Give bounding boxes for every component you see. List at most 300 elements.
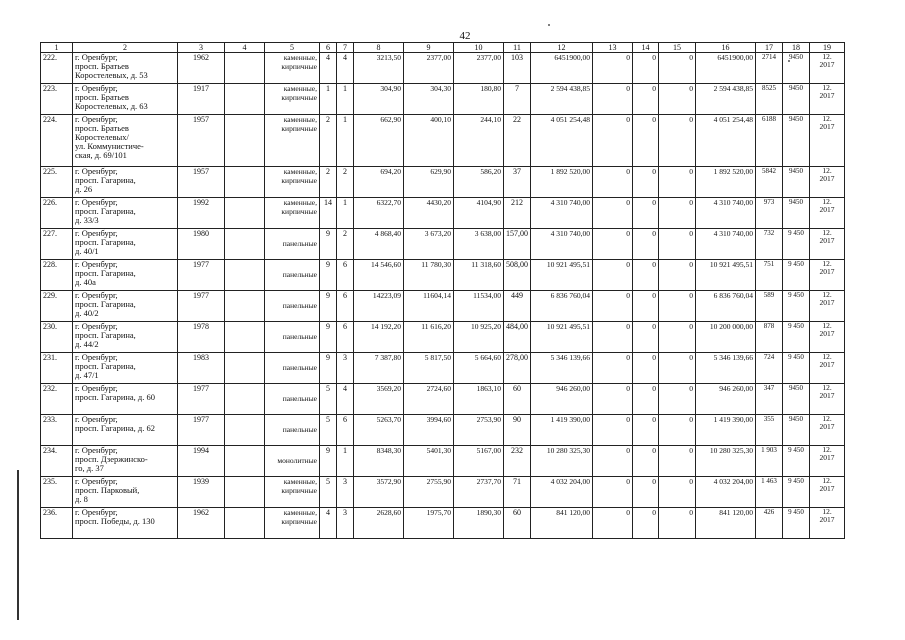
entrances-cell: 3 <box>337 353 354 384</box>
floors-cell: 2 <box>320 115 337 167</box>
registry-body <box>41 53 845 539</box>
address-cell-line: г. Оренбург, <box>75 321 118 331</box>
col14-cell: 0 <box>633 84 659 115</box>
address-cell-line: Коростелевых, д. 63 <box>75 101 148 111</box>
address-cell-line: г. Оренбург, <box>75 290 118 300</box>
limit-cost-cell: 9450 <box>783 198 810 229</box>
col14-cell: 0 <box>633 291 659 322</box>
residents-cell: 484,00 <box>504 322 531 353</box>
limit-cost-cell: 9 450 <box>783 508 810 539</box>
deadline-cell-line: 12. <box>822 445 832 454</box>
floors-cell: 5 <box>320 384 337 415</box>
limit-cost-cell: 9450 <box>783 84 810 115</box>
address-cell-line: г. Оренбург, <box>75 52 118 62</box>
limit-cost-cell: 9450 <box>783 167 810 198</box>
living-area-cell: 1975,70 <box>404 508 454 539</box>
cost-cell: 6451900,00 <box>531 53 593 84</box>
residential-area-cell: 10 925,20 <box>454 322 504 353</box>
col15-cell: 0 <box>659 415 696 446</box>
address-cell-line: Коростелевых/ <box>75 132 129 142</box>
col13-cell: 0 <box>593 446 633 477</box>
address-cell-line: просп. Парковый, <box>75 485 140 495</box>
year-built-cell: 1994 <box>178 446 225 477</box>
table-row <box>41 229 845 260</box>
entrances-cell: 3 <box>337 477 354 508</box>
col15-cell: 0 <box>659 167 696 198</box>
col-header: 4 <box>225 43 265 53</box>
address-cell-line: ул. Коммунистиче- <box>75 141 144 151</box>
cost-cell: 2 594 438,85 <box>531 84 593 115</box>
col14-cell: 0 <box>633 353 659 384</box>
residents-cell: 103 <box>504 53 531 84</box>
total-cost-cell: 1 419 390,00 <box>696 415 756 446</box>
deadline-cell <box>810 446 845 477</box>
col13-cell: 0 <box>593 415 633 446</box>
unit-cost-cell: 1 463 <box>756 477 783 508</box>
wall-material-cell <box>265 260 320 291</box>
floors-cell: 5 <box>320 477 337 508</box>
address-cell-line: д. 47/1 <box>75 370 99 380</box>
row-number: 226. <box>41 198 73 229</box>
wall-material-cell-line: панельные <box>282 332 317 341</box>
total-area-cell: 8348,30 <box>354 446 404 477</box>
wall-material-cell <box>265 291 320 322</box>
col4-cell <box>225 508 265 539</box>
floors-cell: 14 <box>320 198 337 229</box>
row-number: 227. <box>41 229 73 260</box>
total-cost-cell: 4 310 740,00 <box>696 229 756 260</box>
row-number: 225. <box>41 167 73 198</box>
total-area-cell: 14 546,60 <box>354 260 404 291</box>
col14-cell: 0 <box>633 115 659 167</box>
wall-material-cell-line: кирпичные <box>281 207 317 216</box>
deadline-cell <box>810 353 845 384</box>
wall-material-cell-line: каменные, <box>283 115 317 124</box>
deadline-cell <box>810 53 845 84</box>
floors-cell: 9 <box>320 446 337 477</box>
unit-cost-cell: 2714 <box>756 53 783 84</box>
col4-cell <box>225 446 265 477</box>
address-cell-line: г. Оренбург, <box>75 259 118 269</box>
cost-cell: 4 310 740,00 <box>531 198 593 229</box>
limit-cost-cell: 9 450 <box>783 291 810 322</box>
col14-cell: 0 <box>633 415 659 446</box>
housing-registry-table <box>40 42 845 539</box>
cost-cell: 10 921 495,51 <box>531 322 593 353</box>
col13-cell: 0 <box>593 115 633 167</box>
col-header: 6 <box>320 43 337 53</box>
year-built-cell: 1983 <box>178 353 225 384</box>
limit-cost-cell: 9450 <box>783 384 810 415</box>
wall-material-cell <box>265 115 320 167</box>
wall-material-cell-line: каменные, <box>283 84 317 93</box>
entrances-cell: 1 <box>337 115 354 167</box>
col15-cell: 0 <box>659 198 696 229</box>
residents-cell: 212 <box>504 198 531 229</box>
deadline-cell-line: 2017 <box>819 174 835 183</box>
table-row <box>41 353 845 384</box>
total-cost-cell: 4 051 254,48 <box>696 115 756 167</box>
cost-cell: 1 419 390,00 <box>531 415 593 446</box>
living-area-cell: 400,10 <box>404 115 454 167</box>
wall-material-cell-line: монолитные <box>277 456 317 465</box>
year-built-cell: 1978 <box>178 322 225 353</box>
deadline-cell-line: 12. <box>822 114 832 123</box>
residential-area-cell: 1863,10 <box>454 384 504 415</box>
col15-cell: 0 <box>659 477 696 508</box>
address-cell-line: просп. Гагарина, <box>75 299 136 309</box>
col-header: 11 <box>504 43 531 53</box>
deadline-cell-line: 2017 <box>819 391 835 400</box>
total-cost-cell: 4 310 740,00 <box>696 198 756 229</box>
deadline-cell <box>810 322 845 353</box>
address-cell-line: просп. Гагарина, д. 60 <box>75 392 156 402</box>
unit-cost-cell: 1 903 <box>756 446 783 477</box>
deadline-cell-line: 2017 <box>819 515 835 524</box>
deadline-cell-line: 2017 <box>819 453 835 462</box>
wall-material-cell-line: каменные, <box>283 198 317 207</box>
entrances-cell: 1 <box>337 198 354 229</box>
entrances-cell: 2 <box>337 167 354 198</box>
total-cost-cell: 841 120,00 <box>696 508 756 539</box>
col4-cell <box>225 115 265 167</box>
living-area-cell: 5401,30 <box>404 446 454 477</box>
wall-material-cell-line: каменные, <box>283 508 317 517</box>
col13-cell: 0 <box>593 260 633 291</box>
total-cost-cell: 1 892 520,00 <box>696 167 756 198</box>
address-cell-line: д. 26 <box>75 184 93 194</box>
table-row <box>41 291 845 322</box>
wall-material-cell <box>265 508 320 539</box>
row-number: 230. <box>41 322 73 353</box>
cost-cell: 10 280 325,30 <box>531 446 593 477</box>
deadline-cell <box>810 384 845 415</box>
wall-material-cell-line: кирпичные <box>281 176 317 185</box>
deadline-cell-line: 12. <box>822 352 832 361</box>
residents-cell: 22 <box>504 115 531 167</box>
floors-cell: 9 <box>320 291 337 322</box>
limit-cost-cell: 9 450 <box>783 260 810 291</box>
row-number: 224. <box>41 115 73 167</box>
limit-cost-cell: 9 450 <box>783 477 810 508</box>
wall-material-cell-line: каменные, <box>283 167 317 176</box>
row-number: 229. <box>41 291 73 322</box>
col4-cell <box>225 291 265 322</box>
col-header: 13 <box>593 43 633 53</box>
residents-cell: 37 <box>504 167 531 198</box>
deadline-cell-line: 12. <box>822 321 832 330</box>
col-header: 14 <box>633 43 659 53</box>
entrances-cell: 6 <box>337 291 354 322</box>
wall-material-cell <box>265 198 320 229</box>
limit-cost-cell: 9450 <box>783 53 810 84</box>
year-built-cell: 1962 <box>178 53 225 84</box>
col-header: 1 <box>41 43 73 53</box>
limit-cost-cell: 9450 <box>783 415 810 446</box>
col14-cell: 0 <box>633 322 659 353</box>
col13-cell: 0 <box>593 167 633 198</box>
col4-cell <box>225 477 265 508</box>
col14-cell: 0 <box>633 53 659 84</box>
wall-material-cell-line: панельные <box>282 363 317 372</box>
limit-cost-cell: 9 450 <box>783 229 810 260</box>
column-number-header-row <box>41 43 845 53</box>
wall-material-cell <box>265 229 320 260</box>
limit-cost-cell: 9 450 <box>783 446 810 477</box>
year-built-cell: 1977 <box>178 260 225 291</box>
table-row <box>41 508 845 539</box>
address-cell-line: просп. Гагарина, <box>75 237 136 247</box>
deadline-cell-line: 12. <box>822 166 832 175</box>
wall-material-cell <box>265 84 320 115</box>
deadline-cell-line: 2017 <box>819 360 835 369</box>
col14-cell: 0 <box>633 260 659 291</box>
living-area-cell: 629,90 <box>404 167 454 198</box>
unit-cost-cell: 878 <box>756 322 783 353</box>
address-cell <box>73 477 178 508</box>
col14-cell: 0 <box>633 198 659 229</box>
deadline-cell <box>810 415 845 446</box>
total-cost-cell: 5 346 139,66 <box>696 353 756 384</box>
deadline-cell-line: 2017 <box>819 205 835 214</box>
table-row <box>41 115 845 167</box>
table-row <box>41 167 845 198</box>
floors-cell: 4 <box>320 53 337 84</box>
residential-area-cell: 11534,00 <box>454 291 504 322</box>
deadline-cell-line: 12. <box>822 228 832 237</box>
table-row <box>41 53 845 84</box>
col13-cell: 0 <box>593 84 633 115</box>
total-cost-cell: 10 921 495,51 <box>696 260 756 291</box>
year-built-cell: 1977 <box>178 415 225 446</box>
residents-cell: 90 <box>504 415 531 446</box>
year-built-cell: 1962 <box>178 508 225 539</box>
living-area-cell: 2755,90 <box>404 477 454 508</box>
col-header: 2 <box>73 43 178 53</box>
entrances-cell: 6 <box>337 415 354 446</box>
col15-cell: 0 <box>659 291 696 322</box>
address-cell-line: д. 8 <box>75 494 88 504</box>
unit-cost-cell: 751 <box>756 260 783 291</box>
entrances-cell: 2 <box>337 229 354 260</box>
wall-material-cell-line: панельные <box>282 239 317 248</box>
total-area-cell: 14223,09 <box>354 291 404 322</box>
unit-cost-cell: 589 <box>756 291 783 322</box>
year-built-cell: 1992 <box>178 198 225 229</box>
total-cost-cell: 6451900,00 <box>696 53 756 84</box>
address-cell-line: г. Оренбург, <box>75 352 118 362</box>
col15-cell: 0 <box>659 229 696 260</box>
address-cell-line: д. 40а <box>75 277 96 287</box>
limit-cost-cell: 9 450 <box>783 353 810 384</box>
floors-cell: 1 <box>320 84 337 115</box>
residential-area-cell: 2753,90 <box>454 415 504 446</box>
wall-material-cell-line: панельные <box>282 270 317 279</box>
residents-cell: 157,00 <box>504 229 531 260</box>
entrances-cell: 4 <box>337 384 354 415</box>
deadline-cell-line: 2017 <box>819 329 835 338</box>
residents-cell: 60 <box>504 384 531 415</box>
year-built-cell: 1957 <box>178 167 225 198</box>
living-area-cell: 2724,60 <box>404 384 454 415</box>
total-cost-cell: 6 836 760,04 <box>696 291 756 322</box>
total-cost-cell: 10 200 000,00 <box>696 322 756 353</box>
entrances-cell: 6 <box>337 322 354 353</box>
address-cell-line: просп. Братьев <box>75 61 129 71</box>
limit-cost-cell: 9 450 <box>783 322 810 353</box>
residents-cell: 71 <box>504 477 531 508</box>
row-number: 228. <box>41 260 73 291</box>
address-cell <box>73 291 178 322</box>
cost-cell: 4 310 740,00 <box>531 229 593 260</box>
col-header: 18 <box>783 43 810 53</box>
col13-cell: 0 <box>593 508 633 539</box>
col14-cell: 0 <box>633 508 659 539</box>
address-cell-line: д. 44/2 <box>75 339 99 349</box>
col13-cell: 0 <box>593 384 633 415</box>
cost-cell: 1 892 520,00 <box>531 167 593 198</box>
residential-area-cell: 180,80 <box>454 84 504 115</box>
year-built-cell: 1977 <box>178 384 225 415</box>
address-cell-line: просп. Гагарина, <box>75 361 136 371</box>
deadline-cell-line: 2017 <box>819 60 835 69</box>
residents-cell: 508,00 <box>504 260 531 291</box>
cost-cell: 946 260,00 <box>531 384 593 415</box>
entrances-cell: 1 <box>337 446 354 477</box>
address-cell-line: г. Оренбург, <box>75 166 118 176</box>
address-cell <box>73 53 178 84</box>
address-cell-line: ская, д. 69/101 <box>75 150 127 160</box>
residents-cell: 232 <box>504 446 531 477</box>
deadline-cell <box>810 198 845 229</box>
address-cell <box>73 353 178 384</box>
total-area-cell: 5263,70 <box>354 415 404 446</box>
residents-cell: 278,00 <box>504 353 531 384</box>
col4-cell <box>225 353 265 384</box>
floors-cell: 9 <box>320 260 337 291</box>
deadline-cell <box>810 291 845 322</box>
total-area-cell: 3213,50 <box>354 53 404 84</box>
address-cell-line: просп. Победы, д. 130 <box>75 516 155 526</box>
address-cell-line: го, д. 37 <box>75 463 104 473</box>
unit-cost-cell: 724 <box>756 353 783 384</box>
wall-material-cell-line: панельные <box>282 425 317 434</box>
living-area-cell: 11 616,20 <box>404 322 454 353</box>
deadline-cell-line: 12. <box>822 52 832 61</box>
total-cost-cell: 4 032 204,00 <box>696 477 756 508</box>
address-cell-line: г. Оренбург, <box>75 228 118 238</box>
col15-cell: 0 <box>659 384 696 415</box>
residential-area-cell: 5167,00 <box>454 446 504 477</box>
col15-cell: 0 <box>659 446 696 477</box>
address-cell <box>73 115 178 167</box>
living-area-cell: 304,30 <box>404 84 454 115</box>
row-number: 236. <box>41 508 73 539</box>
table-row <box>41 384 845 415</box>
address-cell-line: г. Оренбург, <box>75 114 118 124</box>
col14-cell: 0 <box>633 446 659 477</box>
wall-material-cell-line: каменные, <box>283 477 317 486</box>
residential-area-cell: 2737,70 <box>454 477 504 508</box>
address-cell <box>73 167 178 198</box>
cost-cell: 10 921 495,51 <box>531 260 593 291</box>
deadline-cell-line: 2017 <box>819 122 835 131</box>
address-cell-line: г. Оренбург, <box>75 197 118 207</box>
row-number: 233. <box>41 415 73 446</box>
address-cell <box>73 84 178 115</box>
table-row <box>41 477 845 508</box>
col-header: 5 <box>265 43 320 53</box>
scan-speck <box>548 24 550 26</box>
deadline-cell-line: 12. <box>822 197 832 206</box>
deadline-cell-line: 12. <box>822 414 832 423</box>
address-cell-line: просп. Гагарина, д. 62 <box>75 423 156 433</box>
floors-cell: 9 <box>320 353 337 384</box>
deadline-cell <box>810 477 845 508</box>
residential-area-cell: 3 638,00 <box>454 229 504 260</box>
year-built-cell: 1977 <box>178 291 225 322</box>
deadline-cell <box>810 115 845 167</box>
col13-cell: 0 <box>593 198 633 229</box>
living-area-cell: 11604,14 <box>404 291 454 322</box>
address-cell-line: Коростелевых, д. 53 <box>75 70 148 80</box>
wall-material-cell-line: каменные, <box>283 53 317 62</box>
floors-cell: 4 <box>320 508 337 539</box>
col4-cell <box>225 229 265 260</box>
unit-cost-cell: 426 <box>756 508 783 539</box>
address-cell-line: просп. Гагарина, <box>75 206 136 216</box>
residents-cell: 7 <box>504 84 531 115</box>
total-area-cell: 662,90 <box>354 115 404 167</box>
unit-cost-cell: 8525 <box>756 84 783 115</box>
col4-cell <box>225 198 265 229</box>
table-row <box>41 260 845 291</box>
unit-cost-cell: 6188 <box>756 115 783 167</box>
address-cell-line: д. 40/2 <box>75 308 99 318</box>
row-number: 235. <box>41 477 73 508</box>
address-cell <box>73 508 178 539</box>
col4-cell <box>225 384 265 415</box>
entrances-cell: 3 <box>337 508 354 539</box>
cost-cell: 6 836 760,04 <box>531 291 593 322</box>
col4-cell <box>225 260 265 291</box>
col15-cell: 0 <box>659 322 696 353</box>
entrances-cell: 6 <box>337 260 354 291</box>
floors-cell: 5 <box>320 415 337 446</box>
address-cell-line: д. 33/3 <box>75 215 99 225</box>
unit-cost-cell: 973 <box>756 198 783 229</box>
cost-cell: 841 120,00 <box>531 508 593 539</box>
entrances-cell: 1 <box>337 84 354 115</box>
deadline-cell <box>810 84 845 115</box>
row-number: 223. <box>41 84 73 115</box>
col13-cell: 0 <box>593 53 633 84</box>
row-number: 232. <box>41 384 73 415</box>
table-row <box>41 84 845 115</box>
deadline-cell-line: 12. <box>822 83 832 92</box>
col15-cell: 0 <box>659 84 696 115</box>
address-cell-line: г. Оренбург, <box>75 476 118 486</box>
residential-area-cell: 2377,00 <box>454 53 504 84</box>
col-header: 15 <box>659 43 696 53</box>
wall-material-cell-line: кирпичные <box>281 517 317 526</box>
address-cell-line: г. Оренбург, <box>75 445 118 455</box>
residential-area-cell: 5 664,60 <box>454 353 504 384</box>
col-header: 10 <box>454 43 504 53</box>
page-number: 42 <box>459 30 471 42</box>
address-cell-line: г. Оренбург, <box>75 507 118 517</box>
cost-cell: 4 051 254,48 <box>531 115 593 167</box>
